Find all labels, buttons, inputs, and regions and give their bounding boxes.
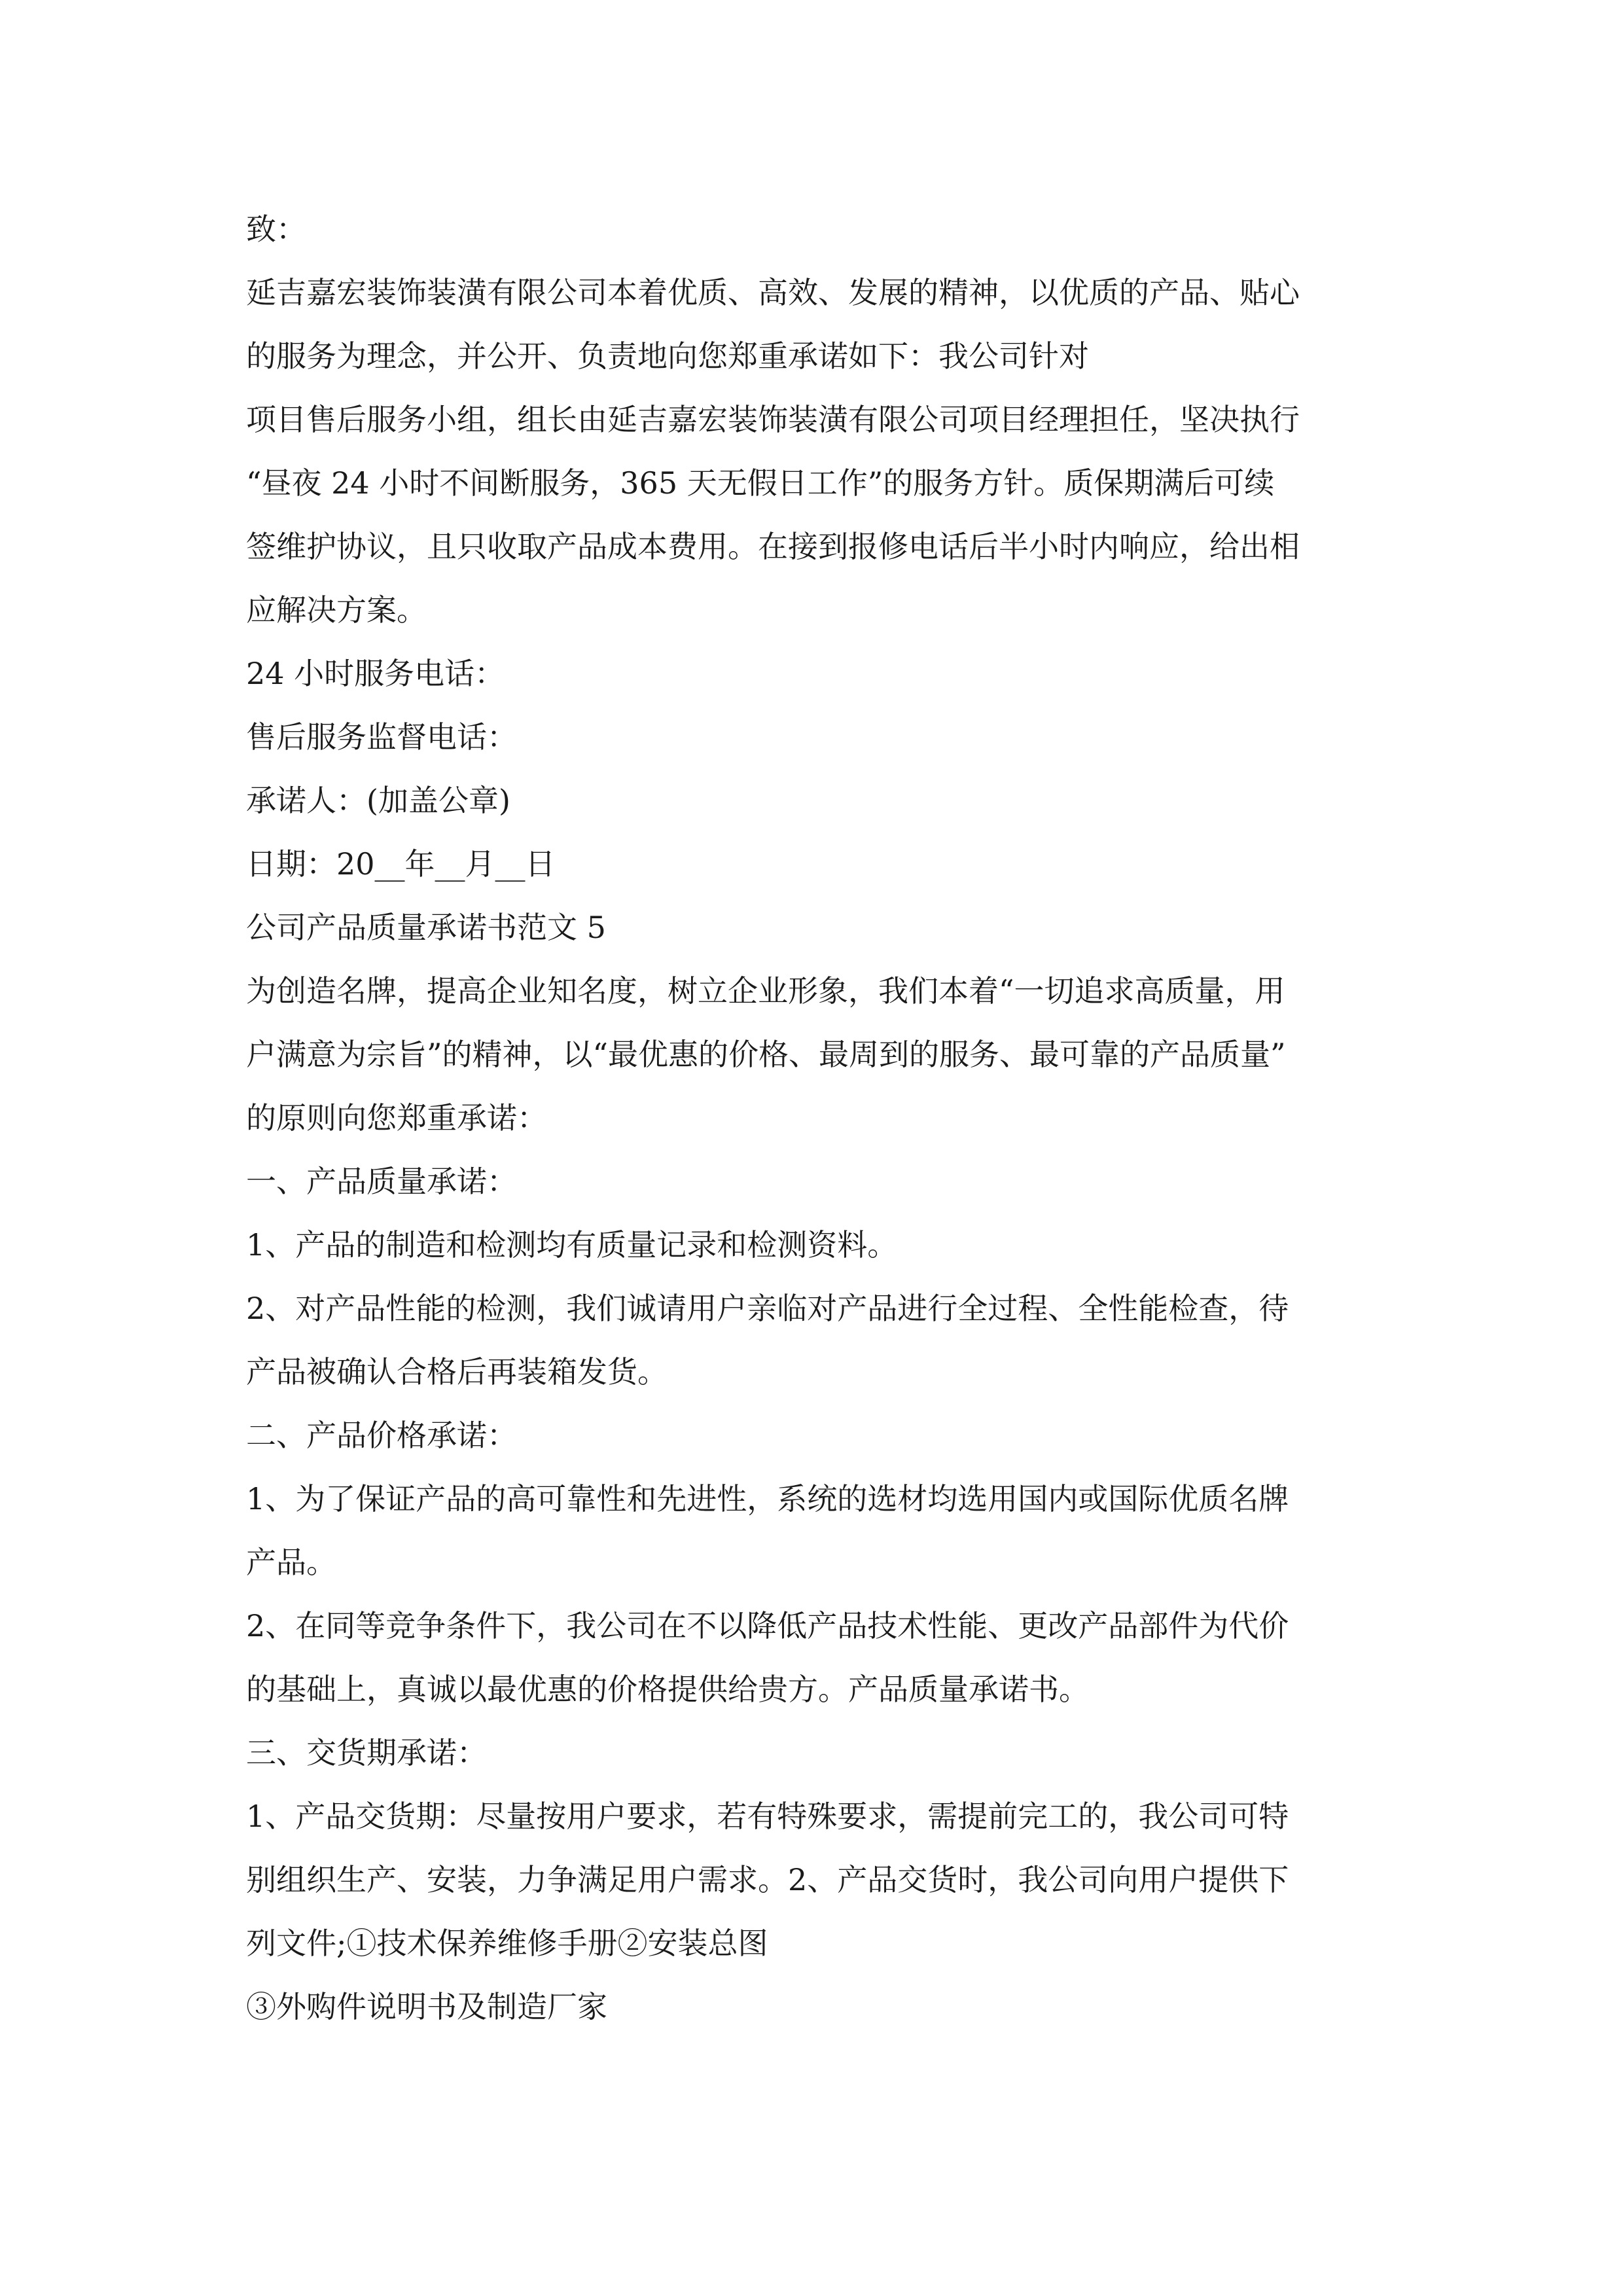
list-item-continuation: 列文件;①技术保养维修手册②安装总图 xyxy=(246,1926,768,1961)
heading-price: 二、产品价格承诺： xyxy=(246,1418,517,1453)
paragraph-line: 应解决方案。 xyxy=(246,592,427,628)
paragraph-line: 户满意为宗旨”的精神，以“最优惠的价格、最周到的服务、最可靠的产品质量” xyxy=(246,1037,1286,1072)
paragraph-line: 延吉嘉宏装饰装潢有限公司本着优质、高效、发展的精神，以优质的产品、贴心 xyxy=(246,275,1300,310)
promisor-label: 承诺人：(加盖公章) xyxy=(246,783,510,818)
list-item-continuation: 产品被确认合格后再装箱发货。 xyxy=(246,1354,668,1390)
salutation: 致： xyxy=(246,211,306,247)
date-label: 日期：20__年__月__日 xyxy=(246,846,556,882)
section-title: 公司产品质量承诺书范文 5 xyxy=(246,910,606,945)
list-item-continuation: 产品。 xyxy=(246,1545,336,1580)
list-item: 2、对产品性能的检测，我们诚请用户亲临对产品进行全过程、全性能检查，待 xyxy=(246,1291,1289,1326)
supervision-phone-label: 售后服务监督电话： xyxy=(246,719,517,755)
paragraph-line: 为创造名牌，提高企业知名度，树立企业形象，我们本着“一切追求高质量，用 xyxy=(246,973,1285,1009)
list-item: 2、在同等竞争条件下，我公司在不以降低产品技术性能、更改产品部件为代价 xyxy=(246,1608,1289,1643)
paragraph-line: 的服务为理念，并公开、负责地向您郑重承诺如下：我公司针对 xyxy=(246,338,1089,374)
list-item: 1、产品交货期：尽量按用户要求，若有特殊要求，需提前完工的，我公司可特 xyxy=(246,1799,1289,1834)
list-item-continuation: 的基础上，真诚以最优惠的价格提供给贵方。产品质量承诺书。 xyxy=(246,1672,1089,1707)
heading-delivery: 三、交货期承诺： xyxy=(246,1735,487,1770)
list-item: 1、产品的制造和检测均有质量记录和检测资料。 xyxy=(246,1227,898,1263)
list-item-continuation: ③外购件说明书及制造厂家 xyxy=(246,1989,607,2024)
heading-quality: 一、产品质量承诺： xyxy=(246,1164,517,1199)
paragraph-line: 签维护协议，且只收取产品成本费用。在接到报修电话后半小时内响应，给出相 xyxy=(246,529,1300,564)
paragraph-line: 的原则向您郑重承诺： xyxy=(246,1100,547,1136)
paragraph-line: “昼夜 24 小时不间断服务，365 天无假日工作”的服务方针。质保期满后可续 xyxy=(246,465,1275,501)
list-item: 1、为了保证产品的高可靠性和先进性，系统的选材均选用国内或国际优质名牌 xyxy=(246,1481,1289,1516)
list-item-continuation: 别组织生产、安装，力争满足用户需求。2、产品交货时，我公司向用户提供下 xyxy=(246,1862,1289,1897)
paragraph-line: 项目售后服务小组，组长由延吉嘉宏装饰装潢有限公司项目经理担任，坚决执行 xyxy=(246,402,1300,437)
service-phone-label: 24 小时服务电话： xyxy=(246,656,505,691)
